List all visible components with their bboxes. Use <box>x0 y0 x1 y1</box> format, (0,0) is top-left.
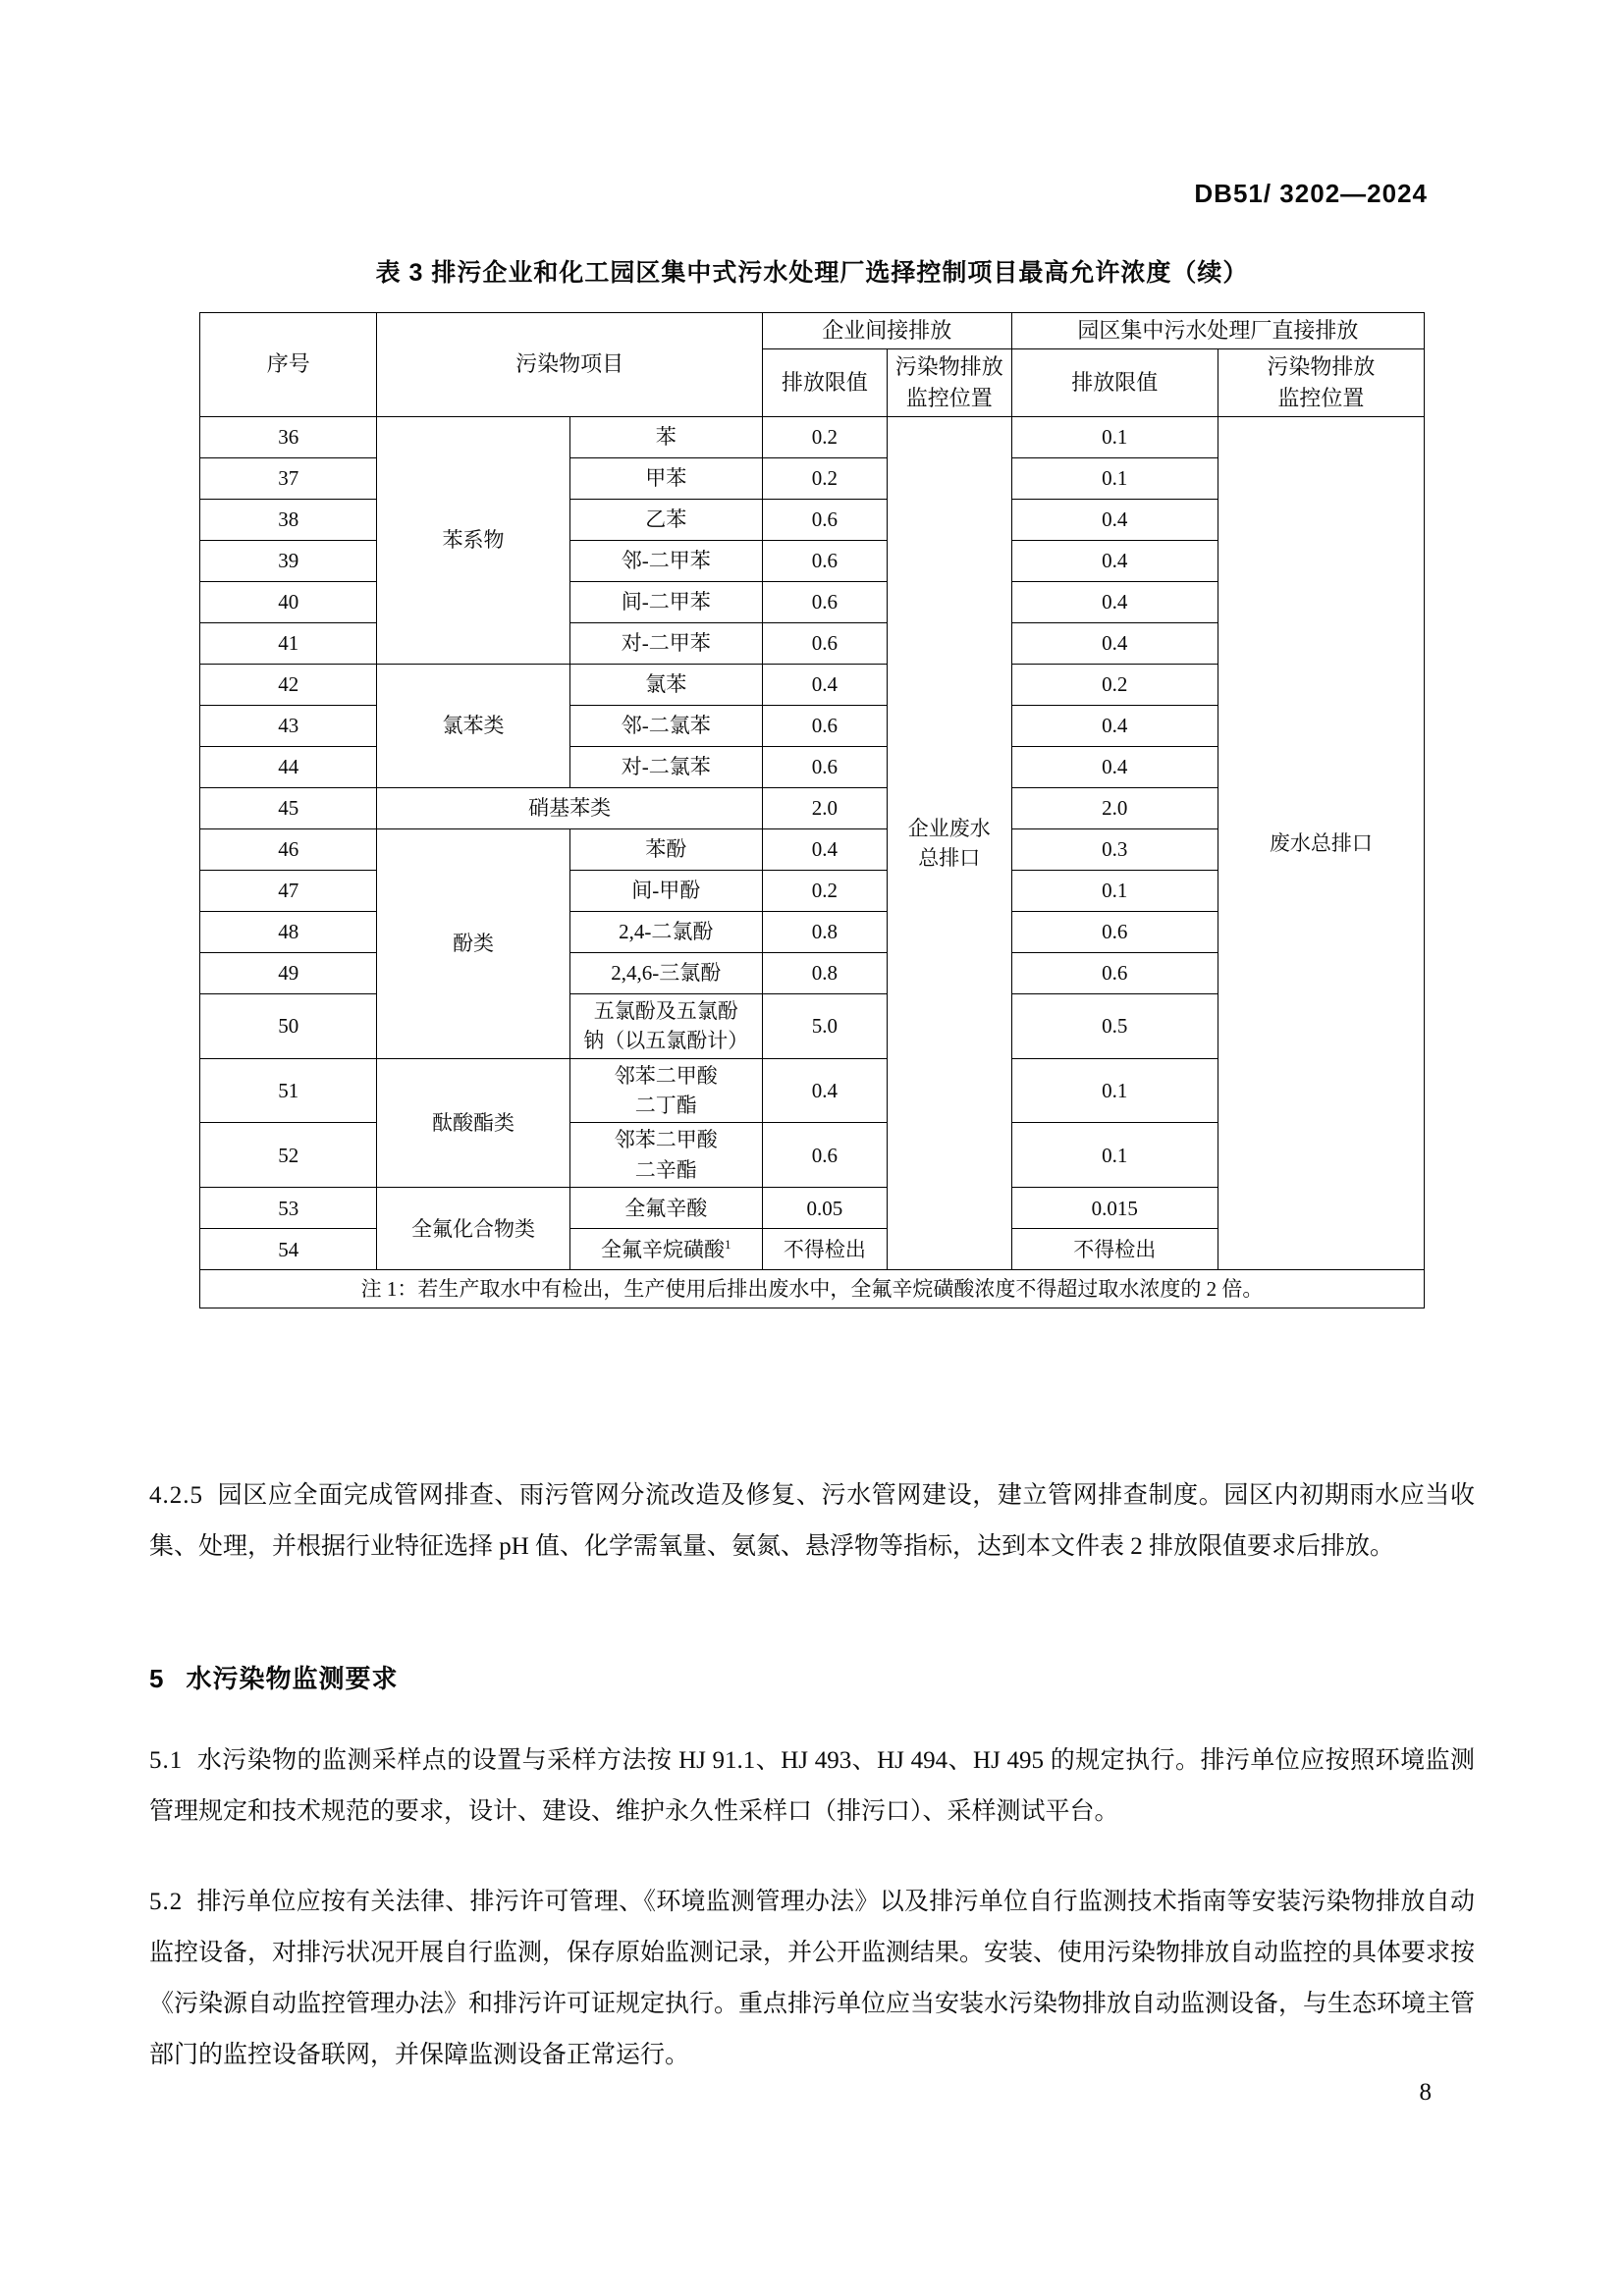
cell-pollutant-name: 对-二甲苯 <box>569 622 762 664</box>
cell-indirect-limit: 0.2 <box>762 457 887 499</box>
cell-direct-limit: 0.3 <box>1011 828 1218 870</box>
cell-pollutant-name: 间-甲酚 <box>569 870 762 911</box>
cell-direct-limit: 0.4 <box>1011 746 1218 787</box>
header-indirect-monitor-position <box>887 348 1011 416</box>
cell-pollutant-name-footnote-marker: 1 <box>725 1236 731 1252</box>
cell-seq: 37 <box>200 457 377 499</box>
cell-direct-monitor-position: 废水总排口 <box>1218 416 1424 1270</box>
cell-pollutant-name: 苯 <box>569 416 762 457</box>
cell-seq: 45 <box>200 787 377 828</box>
cell-seq: 49 <box>200 952 377 993</box>
cell-indirect-limit: 0.6 <box>762 622 887 664</box>
header-indirect-limit: 排放限值 <box>762 348 887 416</box>
cell-pollutant-name: 全氟辛酸 <box>569 1188 762 1229</box>
cell-seq: 36 <box>200 416 377 457</box>
cell-pollutant-name: 氯苯 <box>569 664 762 705</box>
section-5-heading <box>149 1659 398 1695</box>
cell-direct-limit: 0.6 <box>1011 911 1218 952</box>
cell-direct-limit: 0.015 <box>1011 1188 1218 1229</box>
cell-pollutant-name: 乙苯 <box>569 499 762 540</box>
table-row <box>200 416 1425 457</box>
cell-seq: 52 <box>200 1123 377 1188</box>
cell-pollutant-name: 苯酚 <box>569 828 762 870</box>
cell-indirect-monitor-position-line1: 企业废水 <box>907 816 991 840</box>
cell-seq: 41 <box>200 622 377 664</box>
cell-indirect-limit: 0.8 <box>762 911 887 952</box>
header-group-indirect: 企业间接排放 <box>762 313 1011 349</box>
paragraph-5-2-text <box>149 1877 1475 2081</box>
cell-direct-limit: 0.5 <box>1011 993 1218 1058</box>
cell-seq: 53 <box>200 1188 377 1229</box>
cell-indirect-limit: 0.05 <box>762 1188 887 1229</box>
cell-pollutant-name: 甲苯 <box>569 457 762 499</box>
section-5-number: 5 <box>149 1664 165 1693</box>
cell-indirect-monitor-position-line2: 总排口 <box>918 845 981 870</box>
paragraph-4-2-5-body: 园区应全面完成管网排查、雨污管网分流改造及修复、污水管网建设，建立管网排查制度。园区内初期雨水应当收集、处理，并根据行业特征选择 pH 值、化学需氧量、氨氮、悬浮物等指标，达到本文件表 2 排放限值要求后排放。 <box>149 1482 1475 1560</box>
cell-direct-limit: 0.1 <box>1011 1058 1218 1123</box>
paragraph-5-1-body: 水污染物的监测采样点的设置与采样方法按 HJ 91.1、HJ 493、HJ 494、HJ 495 的规定执行。排污单位应按照环境监测管理规定和技术规范的要求，设计、建设、维护永久性采样口（排污口）、采样测试平台。 <box>149 1747 1475 1825</box>
cell-indirect-limit: 0.8 <box>762 952 887 993</box>
cell-pollutant-group: 酚类 <box>377 828 569 1058</box>
cell-pollutant-name-line2: 二丁酯 <box>634 1093 697 1117</box>
cell-pollutant-group: 氯苯类 <box>377 664 569 787</box>
cell-pollutant-name: 2,4-二氯酚 <box>569 911 762 952</box>
cell-pollutant-name: 间-二甲苯 <box>569 581 762 622</box>
table-caption: 表 3 排污企业和化工园区集中式污水处理厂选择控制项目最高允许浓度（续） <box>375 259 1249 287</box>
section-5-title: 水污染物监测要求 <box>186 1664 399 1693</box>
paragraph-4-2-5 <box>149 1470 1475 1573</box>
header-group-direct: 园区集中污水处理厂直接排放 <box>1011 313 1424 349</box>
header-direct-monitor-position <box>1218 348 1424 416</box>
cell-seq: 42 <box>200 664 377 705</box>
cell-pollutant-name: 对-二氯苯 <box>569 746 762 787</box>
cell-direct-limit: 0.2 <box>1011 664 1218 705</box>
cell-seq: 47 <box>200 870 377 911</box>
cell-seq: 43 <box>200 705 377 746</box>
cell-pollutant-name: 全氟辛烷磺酸$^1$ <box>569 1229 762 1270</box>
cell-pollutant-name-line1: 邻苯二甲酸 <box>614 1128 718 1152</box>
cell-indirect-limit: 0.6 <box>762 1123 887 1188</box>
cell-pollutant-group: 酞酸酯类 <box>377 1058 569 1188</box>
table-head <box>200 313 1425 417</box>
cell-seq: 39 <box>200 540 377 581</box>
cell-seq: 54 <box>200 1229 377 1270</box>
paragraph-5-1-text <box>149 1735 1475 1838</box>
cell-pollutant-item: 硝基苯类 <box>377 787 763 828</box>
paragraph-5-2 <box>149 1877 1475 2081</box>
header-direct-monitor-position-line2: 监控位置 <box>1277 385 1365 410</box>
cell-pollutant-name: 邻-二甲苯 <box>569 540 762 581</box>
cell-indirect-limit: 0.6 <box>762 746 887 787</box>
cell-seq: 50 <box>200 993 377 1058</box>
header-seq: 序号 <box>200 313 377 417</box>
cell-indirect-limit: 0.6 <box>762 499 887 540</box>
cell-indirect-limit: 0.2 <box>762 416 887 457</box>
cell-direct-limit: 0.4 <box>1011 540 1218 581</box>
cell-indirect-limit: 0.6 <box>762 540 887 581</box>
cell-seq: 38 <box>200 499 377 540</box>
cell-direct-limit: 不得检出 <box>1011 1229 1218 1270</box>
cell-indirect-limit: 不得检出 <box>762 1229 887 1270</box>
cell-pollutant-name-line1: 五氯酚及五氯酚 <box>593 998 738 1023</box>
cell-direct-limit: 0.1 <box>1011 1123 1218 1188</box>
cell-indirect-limit: 0.6 <box>762 705 887 746</box>
cell-pollutant-name-line2: 二辛酯 <box>634 1157 697 1182</box>
cell-indirect-limit: 0.4 <box>762 664 887 705</box>
cell-pollutant-name: 邻-二氯苯 <box>569 705 762 746</box>
cell-pollutant-name: 2,4,6-三氯酚 <box>569 952 762 993</box>
table-note: 注 1：若生产取水中有检出，生产使用后排出废水中，全氟辛烷磺酸浓度不得超过取水浓度的 2 倍。 <box>200 1270 1425 1308</box>
standard-code-header: DB51/ 3202—2024 <box>1194 179 1428 208</box>
cell-indirect-limit: 0.4 <box>762 1058 887 1123</box>
cell-seq: 40 <box>200 581 377 622</box>
cell-direct-limit: 0.1 <box>1011 416 1218 457</box>
cell-direct-limit: 0.4 <box>1011 581 1218 622</box>
header-indirect-monitor-position-line2: 监控位置 <box>905 385 993 410</box>
paragraph-5-1-label: 5.1 <box>149 1747 184 1774</box>
cell-indirect-limit: 0.2 <box>762 870 887 911</box>
cell-seq: 46 <box>200 828 377 870</box>
header-indirect-monitor-position-line1: 污染物排放 <box>894 353 1003 379</box>
cell-direct-limit: 0.4 <box>1011 705 1218 746</box>
cell-indirect-monitor-position <box>887 416 1011 1270</box>
paragraph-4-2-5-label: 4.2.5 <box>149 1482 203 1509</box>
paragraph-5-2-body: 排污单位应按有关法律、排污许可管理、《环境监测管理办法》以及排污单位自行监测技术指南等安装污染物排放自动监控设备，对排污状况开展自行监测，保存原始监测记录，并公开监测结果。安装、使用污染物排放自动监控的具体要求按《污染源自动监控管理办法》和排污许可证规定执行。重点排污单位应当安装水污染物排放自动监测设备，与生态环境主管部门的监控设备联网，并保障监测设备正常运行。 <box>149 1889 1476 2068</box>
cell-direct-limit: 0.4 <box>1011 499 1218 540</box>
cell-pollutant-name <box>569 993 762 1058</box>
table-body <box>200 416 1425 1308</box>
cell-indirect-limit: 5.0 <box>762 993 887 1058</box>
cell-seq: 51 <box>200 1058 377 1123</box>
pollutant-limits-table <box>199 312 1425 1308</box>
cell-seq: 48 <box>200 911 377 952</box>
cell-indirect-limit: 0.6 <box>762 581 887 622</box>
pollutant-limits-table-wrap <box>199 312 1425 1308</box>
paragraph-5-1 <box>149 1735 1475 1838</box>
cell-direct-limit: 2.0 <box>1011 787 1218 828</box>
cell-pollutant-name-line2: 钠（以五氯酚计） <box>583 1029 749 1053</box>
cell-seq: 44 <box>200 746 377 787</box>
cell-pollutant-group: 全氟化合物类 <box>377 1188 569 1270</box>
cell-pollutant-name <box>569 1058 762 1123</box>
cell-pollutant-name <box>569 1123 762 1188</box>
cell-indirect-limit: 0.4 <box>762 828 887 870</box>
cell-direct-limit: 0.4 <box>1011 622 1218 664</box>
cell-pollutant-name-line1: 邻苯二甲酸 <box>614 1063 718 1088</box>
cell-indirect-limit: 2.0 <box>762 787 887 828</box>
cell-pollutant-group: 苯系物 <box>377 416 569 664</box>
page-number: 8 <box>1419 2079 1432 2106</box>
cell-direct-limit: 0.1 <box>1011 870 1218 911</box>
header-direct-limit: 排放限值 <box>1011 348 1218 416</box>
paragraph-5-2-label: 5.2 <box>149 1889 184 1915</box>
header-pollutant-item: 污染物项目 <box>377 313 763 417</box>
cell-direct-limit: 0.6 <box>1011 952 1218 993</box>
table-note-row <box>200 1270 1425 1308</box>
header-direct-monitor-position-line1: 污染物排放 <box>1267 353 1376 379</box>
table-header-row-1 <box>200 313 1425 349</box>
cell-direct-limit: 0.1 <box>1011 457 1218 499</box>
paragraph-4-2-5-text <box>149 1470 1475 1573</box>
